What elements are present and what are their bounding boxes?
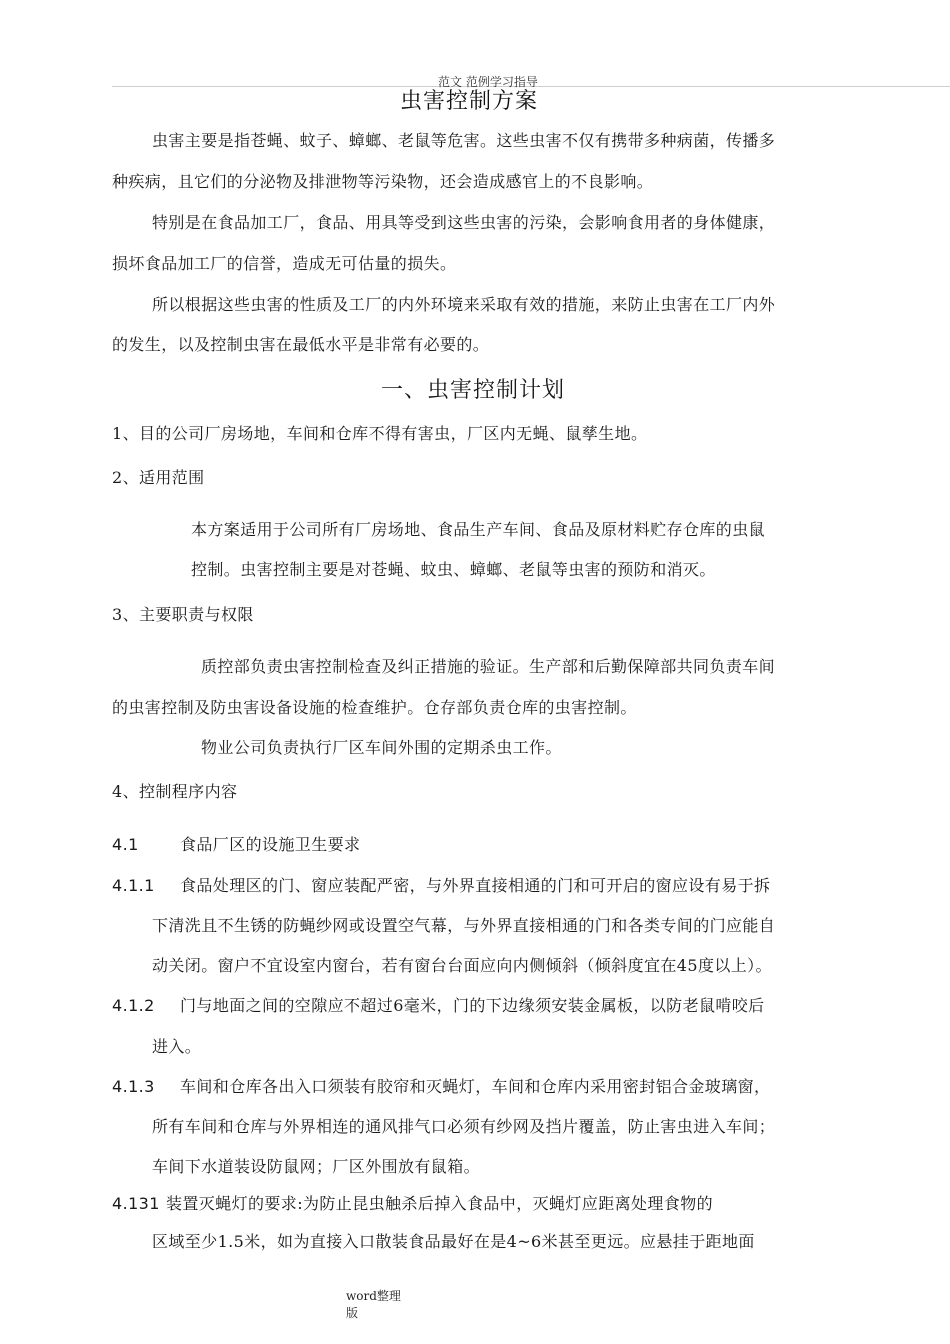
section-4-1-2-number: 4.1.2 (112, 996, 155, 1015)
item-1-purpose: 1、目的公司厂房场地，车间和仓库不得有害虫，厂区内无蝇、鼠孳生地。 (112, 424, 648, 443)
item-2-line-2: 控制。虫害控制主要是对苍蝇、蚊虫、蟑螂、老鼠等虫害的预防和消灭。 (191, 560, 716, 579)
item-3-line-2: 的虫害控制及防虫害设备设施的检查维护。仓存部负责仓库的虫害控制。 (112, 698, 637, 717)
section-4-1-number: 4.1 (112, 835, 139, 854)
section-4-1-2-line-1: 门与地面之间的空隙应不超过6毫米，门的下边缘须安装金属板，以防老鼠啃咬后 (180, 996, 765, 1015)
section-4-1-3-1-number: 4.131 (112, 1194, 160, 1213)
intro-paragraph-1-line-2: 种疾病，且它们的分泌物及排泄物等污染物，还会造成感官上的不良影响。 (112, 172, 654, 191)
section-4-1-2-line-2: 进入。 (152, 1037, 202, 1056)
section-4-1-3-line-2: 所有车间和仓库与外界相连的通风排气口必须有纱网及挡片覆盖，防止害虫进入车间； (152, 1117, 776, 1136)
section-4-1-1-line-1: 食品处理区的门、窗应装配严密，与外界直接相通的门和可开启的窗应设有易于拆 (180, 876, 771, 895)
section-4-1-1-line-2: 下清洗且不生锈的防蝇纱网或设置空气幕，与外界直接相通的门和各类专间的门应能自 (152, 916, 776, 935)
item-3-heading: 3、主要职责与权限 (112, 605, 254, 624)
footer-line-1: word整理 (346, 1289, 401, 1303)
section-4-1-3-line-1: 车间和仓库各出入口须装有胶帘和灭蝇灯，车间和仓库内采用密封铝合金玻璃窗， (180, 1077, 771, 1096)
section-4-1-3-line-3: 车间下水道装设防鼠网；厂区外围放有鼠箱。 (152, 1157, 481, 1176)
running-header: 范文 范例学习指导 (438, 75, 538, 89)
section-4-1-3-1-line-1: 装置灭蝇灯的要求:为防止昆虫触杀后掉入食品中，灭蝇灯应距离处理食物的 (166, 1194, 713, 1213)
item-2-heading: 2、适用范围 (112, 468, 205, 487)
section-4-1-1-line-3: 动关闭。窗户不宜设室内窗台，若有窗台台面应向内侧倾斜（倾斜度宜在45度以上）。 (152, 956, 772, 975)
item-2-line-1: 本方案适用于公司所有厂房场地、食品生产车间、食品及原材料贮存仓库的虫鼠 (191, 520, 766, 539)
item-3-line-1: 质控部负责虫害控制检查及纠正措施的验证。生产部和后勤保障部共同负责车间 (201, 657, 776, 676)
intro-paragraph-1-line-1: 虫害主要是指苍蝇、蚊子、蟑螂、老鼠等危害。这些虫害不仅有携带多种病菌，传播多 (152, 131, 776, 150)
section-title: 一、虫害控制计划 (381, 378, 566, 403)
section-4-1-3-number: 4.1.3 (112, 1077, 155, 1096)
section-4-1-3-1-line-2: 区域至少1.5米，如为直接入口散装食品最好在是4~6米甚至更远。应悬挂于距地面 (152, 1232, 755, 1251)
section-4-1-1-number: 4.1.1 (112, 876, 155, 895)
section-4-1-text: 食品厂区的设施卫生要求 (180, 835, 361, 854)
intro-paragraph-2-line-2: 损坏食品加工厂的信誉，造成无可估量的损失。 (112, 254, 457, 273)
footer-line-2: 版 (346, 1306, 359, 1320)
intro-paragraph-2-line-1: 特别是在食品加工厂，食品、用具等受到这些虫害的污染，会影响食用者的身体健康， (152, 213, 776, 232)
intro-paragraph-3-line-1: 所以根据这些虫害的性质及工厂的内外环境来采取有效的措施，来防止虫害在工厂内外 (152, 295, 776, 314)
document-title: 虫害控制方案 (400, 89, 539, 114)
item-3-line-3: 物业公司负责执行厂区车间外围的定期杀虫工作。 (201, 738, 562, 757)
intro-paragraph-3-line-2: 的发生，以及控制虫害在最低水平是非常有必要的。 (112, 335, 490, 354)
item-4-heading: 4、控制程序内容 (112, 782, 238, 801)
